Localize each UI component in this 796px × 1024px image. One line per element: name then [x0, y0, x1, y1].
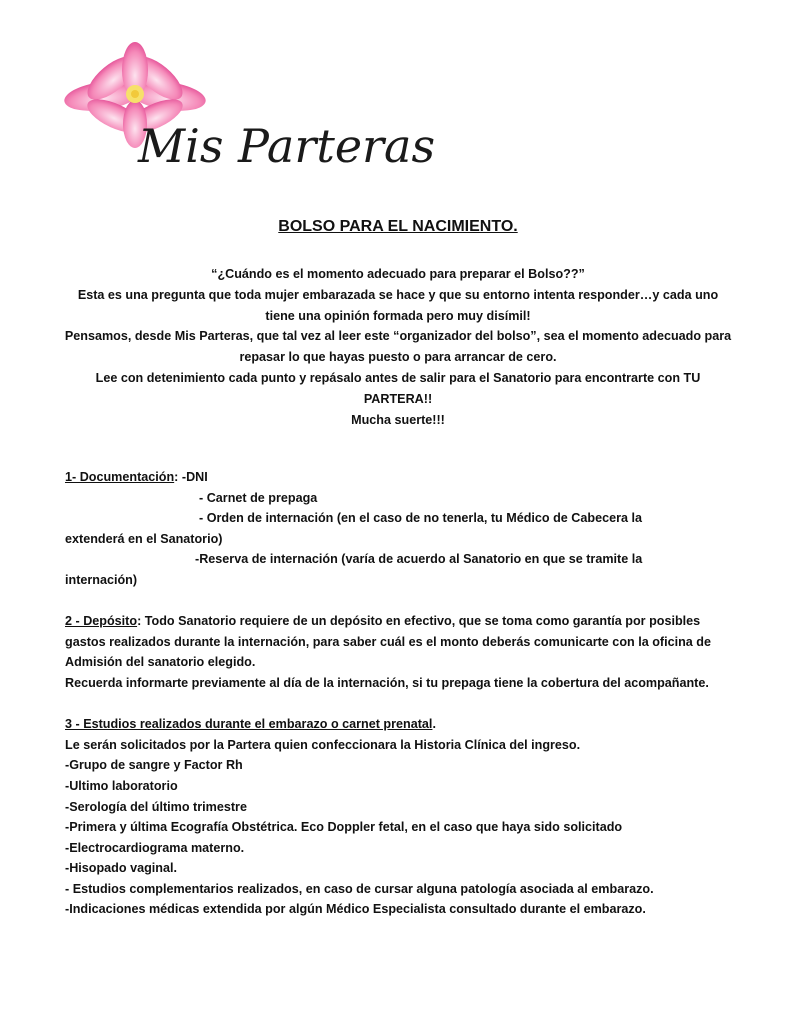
section-heading: 2 - Depósito — [65, 614, 138, 629]
intro-question: “¿Cuándo es el momento adecuado para preparar el Bolso??” — [211, 267, 585, 281]
document-title: BOLSO PARA EL NACIMIENTO. — [278, 218, 518, 235]
heading-tail: . — [432, 717, 436, 732]
intro-line: Lee con detenimiento cada punto y repásalo antes de salir para el Sanatorio para encontrarte con TU PARTERA!! — [95, 370, 701, 406]
list-item: - Estudios complementarios realizados, en caso de cursar alguna patología asociada al embarazo. — [65, 881, 654, 896]
section-text: : Todo Sanatorio requiere de un depósito en efectivo, que se toma como garantía por posibles gastos realizados durante la internación, para saber cuál es el monto deberás comunicarte con la oficina de Admisión del sanatorio elegido. — [65, 614, 711, 670]
list-item: -Primera y última Ecografía Obstétrica. Eco Doppler fetal, en el caso que haya sido solicitado — [65, 820, 623, 835]
list-item: -Serología del último trimestre — [65, 799, 247, 814]
lotus-flower-logo-graphic — [60, 44, 436, 184]
intro-line: Esta es una pregunta que toda mujer embarazada se hace y que su entorno intenta responder…y cada uno tiene una opinión formada pero muy disímil! — [77, 287, 719, 323]
list-item: -Reserva de internación (varía de acuerdo al Sanatorio en que se tramite la — [195, 552, 643, 567]
logo-script-text: Mis Parteras — [138, 119, 436, 173]
list-item: - Carnet de prepaga — [199, 490, 318, 505]
list-item-continuation: internación) — [65, 572, 138, 587]
list-item: - Orden de internación (en el caso de no tenerla, tu Médico de Cabecera la — [199, 511, 642, 526]
list-item: -Hisopado vaginal. — [65, 861, 177, 876]
section-documentacion — [65, 467, 735, 488]
section-text: Recuerda informarte previamente al día de la internación, si tu prepaga tiene la cobertura del acompañante. — [65, 675, 709, 690]
checklist-content — [65, 467, 735, 920]
list-item: -Electrocardiograma materno. — [65, 840, 245, 855]
list-item: -DNI — [181, 470, 208, 484]
section-deposito — [65, 611, 735, 673]
intro-line: Pensamos, desde Mis Parteras, que tal vez al leer este “organizador del bolso”, sea el momento adecuado para repasar lo que hayas puesto o para arrancar de cero. — [64, 329, 732, 365]
list-item: -Indicaciones médicas extendida por algún Médico Especialista consultado durante el embarazo. — [65, 902, 646, 917]
intro-block — [64, 264, 732, 430]
intro-closing: Mucha suerte!!! — [351, 412, 445, 427]
list-item: -Grupo de sangre y Factor Rh — [65, 758, 243, 773]
section-heading: 3 - Estudios realizados durante el embarazo o carnet prenatal — [65, 717, 433, 732]
section-lead: Le serán solicitados por la Partera quien confeccionara la Historia Clínica del ingreso. — [65, 737, 581, 752]
heading-separator: : — [174, 470, 182, 484]
mis-parteras-logo — [60, 44, 436, 184]
section-heading: 1- Documentación — [65, 470, 175, 484]
section-estudios — [65, 714, 735, 735]
list-item: -Ultimo laboratorio — [65, 778, 178, 793]
list-item-continuation: extenderá en el Sanatorio) — [65, 531, 223, 546]
